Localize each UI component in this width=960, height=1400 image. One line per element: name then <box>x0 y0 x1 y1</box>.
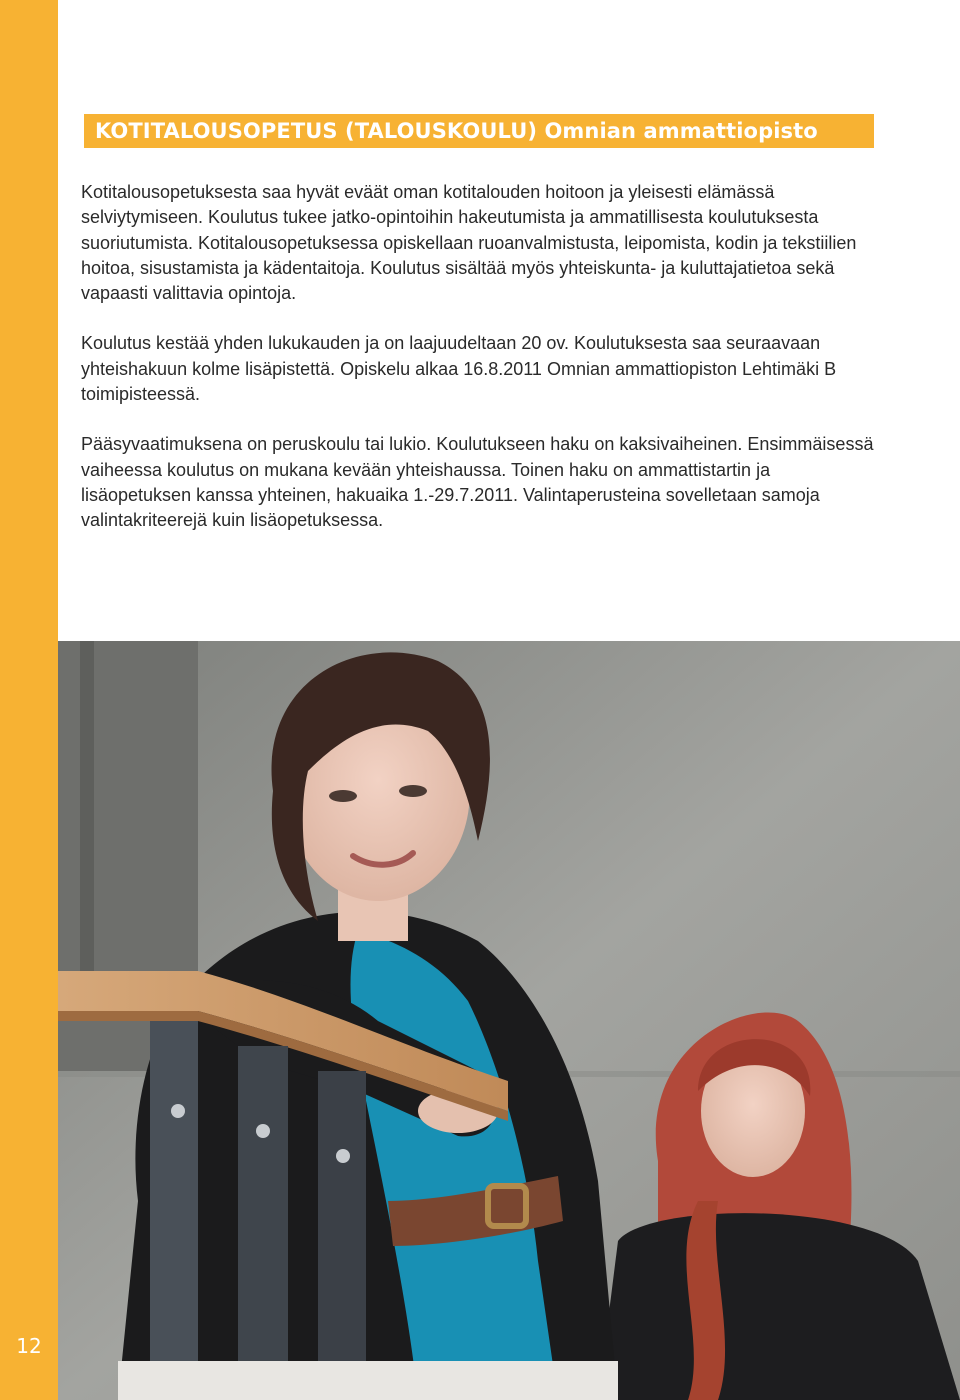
side-color-bar <box>0 0 58 1400</box>
section-title: KOTITALOUSOPETUS (TALOUSKOULU) Omnian ammattiopisto <box>95 119 818 143</box>
page-number: 12 <box>16 1334 42 1358</box>
paragraph-intro: Kotitalousopetuksesta saa hyvät eväät oman kotitalouden hoitoon ja yleisesti elämässä selviytymiseen. Koulutus tukee jatko-opintoihin hakeutumista ja ammatillisesta koulutuksesta suoriutumista. Kotitalousopetuksessa opiskellaan ruoanvalmistusta, leipomista, kodin ja tekstiilien hoitoa, sisustamista ja kädentaitoja. Koulutus sisältää myös yhteiskunta- ja kuluttajatietoa sekä vapaasti valittavia opintoja. <box>81 182 857 304</box>
paragraph-admission: Pääsyvaatimuksena on peruskoulu tai lukio. Koulutukseen haku on kaksivaiheinen. Ensimmäisessä vaiheessa koulutus on mukana kevään yhteishaussa. Toinen haku on ammattistartin ja lisäopetuksen kanssa yhteinen, hakuaika 1.-29.7.2011. Valintaperusteina sovelletaan samoja valintakriteerejä kuin lisäopetuksessa. <box>81 434 874 531</box>
body-text <box>81 180 881 559</box>
student-photo <box>58 641 960 1400</box>
student-photo-illustration <box>58 641 960 1400</box>
paragraph-duration: Koulutus kestää yhden lukukauden ja on laajuudeltaan 20 ov. Koulutuksesta saa seuraavaan yhteishakuun kolme lisäpistettä. Opiskelu alkaa 16.8.2011 Omnian ammattiopiston Lehtimäki B toimipisteessä. <box>81 333 837 405</box>
